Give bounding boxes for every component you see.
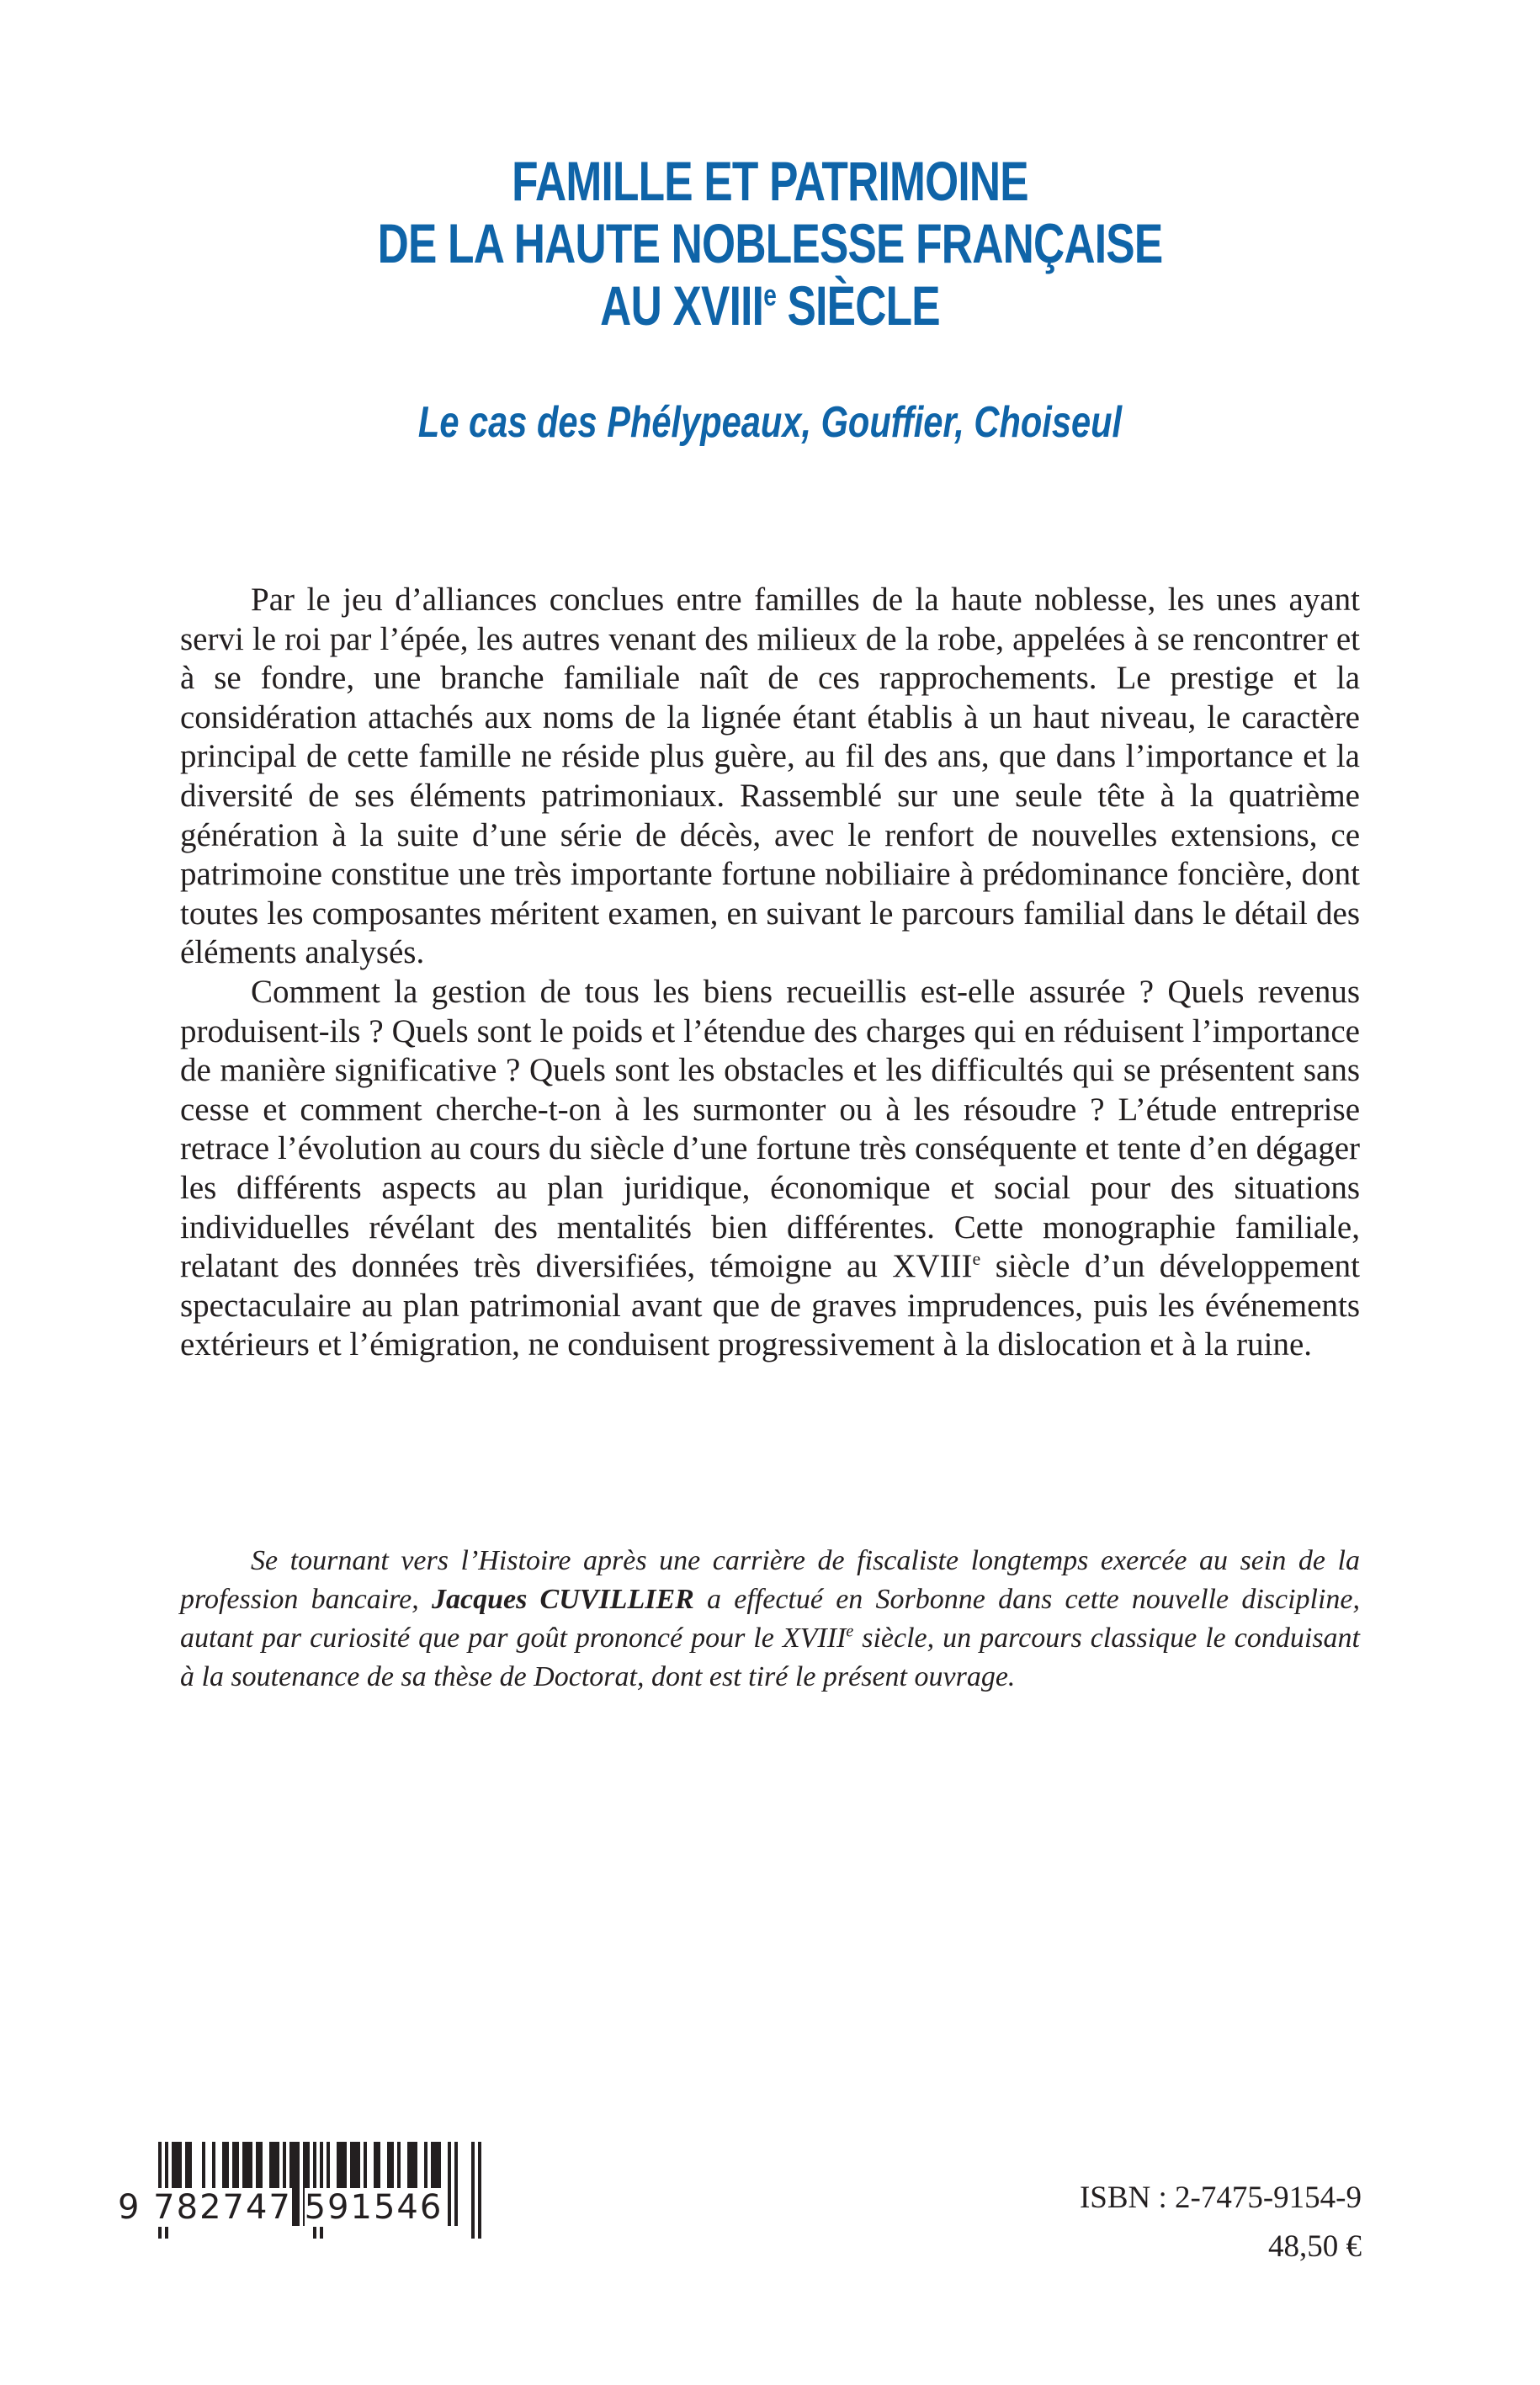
- book-subtitle: Le cas des Phélypeaux, Gouffier, Choiseul: [417, 398, 1123, 447]
- blurb: [180, 581, 1360, 1365]
- blurb-paragraph-2-part-2: siècle d’un développement spectaculaire au plan patrimonial avant que de graves imprudences, puis les événements extérieurs et l’émigration, ne conduisent progressivement à la dislocation et à la ruine.: [180, 1248, 1360, 1363]
- century-superscript: e: [972, 1248, 981, 1270]
- title-line-3-prefix: AU XVIII: [600, 274, 764, 337]
- author-bio-part-3: siècle, un parcours classique le conduisant à la soutenance de sa thèse de Doctorat, dont est tiré le présent ouvrage.: [180, 1623, 1360, 1692]
- author-bio-part-2: a effectué en Sorbonne dans cette nouvelle discipline, autant par curiosité que par goût prononcé pour le XVIII: [180, 1584, 1361, 1654]
- author-bio: [180, 1542, 1360, 1697]
- title-line-2: DE LA HAUTE NOBLESSE FRANÇAISE: [377, 212, 1163, 274]
- author-bio-paragraph: [180, 1542, 1360, 1697]
- blurb-paragraph-1: Par le jeu d’alliances conclues entre familles de la haute noblesse, les unes ayant servi le roi par l’épée, les autres venant des milieux de la robe, appelées à se rencontrer et à se fondre, une branche familiale naît de ces rapprochements. Le prestige et la considération attachés aux noms de la lignée étant établis à un haut niveau, le caractère principal de cette famille ne réside plus guère, au fil des ans, que dans l’importance et la diversité de ses éléments patrimoniaux. Rassemblé sur une seule tête à la quatrième génération à la suite d’une série de décès, avec le renfort de nouvelles extensions, ce patrimoine constitue une très importante fortune nobiliaire à prédominance foncière, dont toutes les composantes méritent examen, en suivant le parcours familial dans le détail des éléments analysés.: [180, 582, 1360, 971]
- title-superscript: e: [763, 278, 777, 312]
- isbn: ISBN : 2-7475-9154-9: [1079, 2180, 1362, 2215]
- barcode-number: [118, 2188, 513, 2227]
- title-line-3-suffix: SIÈCLE: [776, 274, 940, 337]
- author-name: Jacques CUVILLIER: [431, 1584, 694, 1615]
- barcode-digits-left: 782747: [153, 2188, 292, 2227]
- book-title: [0, 150, 1540, 337]
- author-bio-part-1: Se tournant vers l’Histoire après une carrière de fiscaliste longtemps exercée au sein de la profession bancaire,: [180, 1545, 1360, 1615]
- title-line-1: FAMILLE ET PATRIMOINE: [512, 150, 1028, 212]
- barcode-digits-right: 591546: [304, 2188, 443, 2227]
- barcode-digit-prefix: 9: [118, 2188, 141, 2227]
- title-line-3: [169, 274, 1370, 337]
- blurb-paragraph-2-part-1: Comment la gestion de tous les biens recueillis est-elle assurée ? Quels revenus produisent-ils ? Quels sont le poids et l’étendue des charges qui en réduisent l’importance de manière significative ? Quels sont les obstacles et les difficultés qui se présentent sans cesse et comment cherche-t-on à les surmonter ou à les résoudre ? L’étude entreprise retrace l’évolution au cours du siècle d’une fortune très conséquente et tente d’en dégager les différents aspects au plan juridique, économique et social pour des situations individuelles révélant des mentalités bien différentes. Cette monographie familiale, relatant des données très diversifiées, témoigne au XVIII: [180, 973, 1360, 1285]
- price: 48,50 €: [1268, 2229, 1362, 2264]
- blurb-paragraph-2: [180, 973, 1360, 1365]
- century-superscript: e: [846, 1622, 854, 1641]
